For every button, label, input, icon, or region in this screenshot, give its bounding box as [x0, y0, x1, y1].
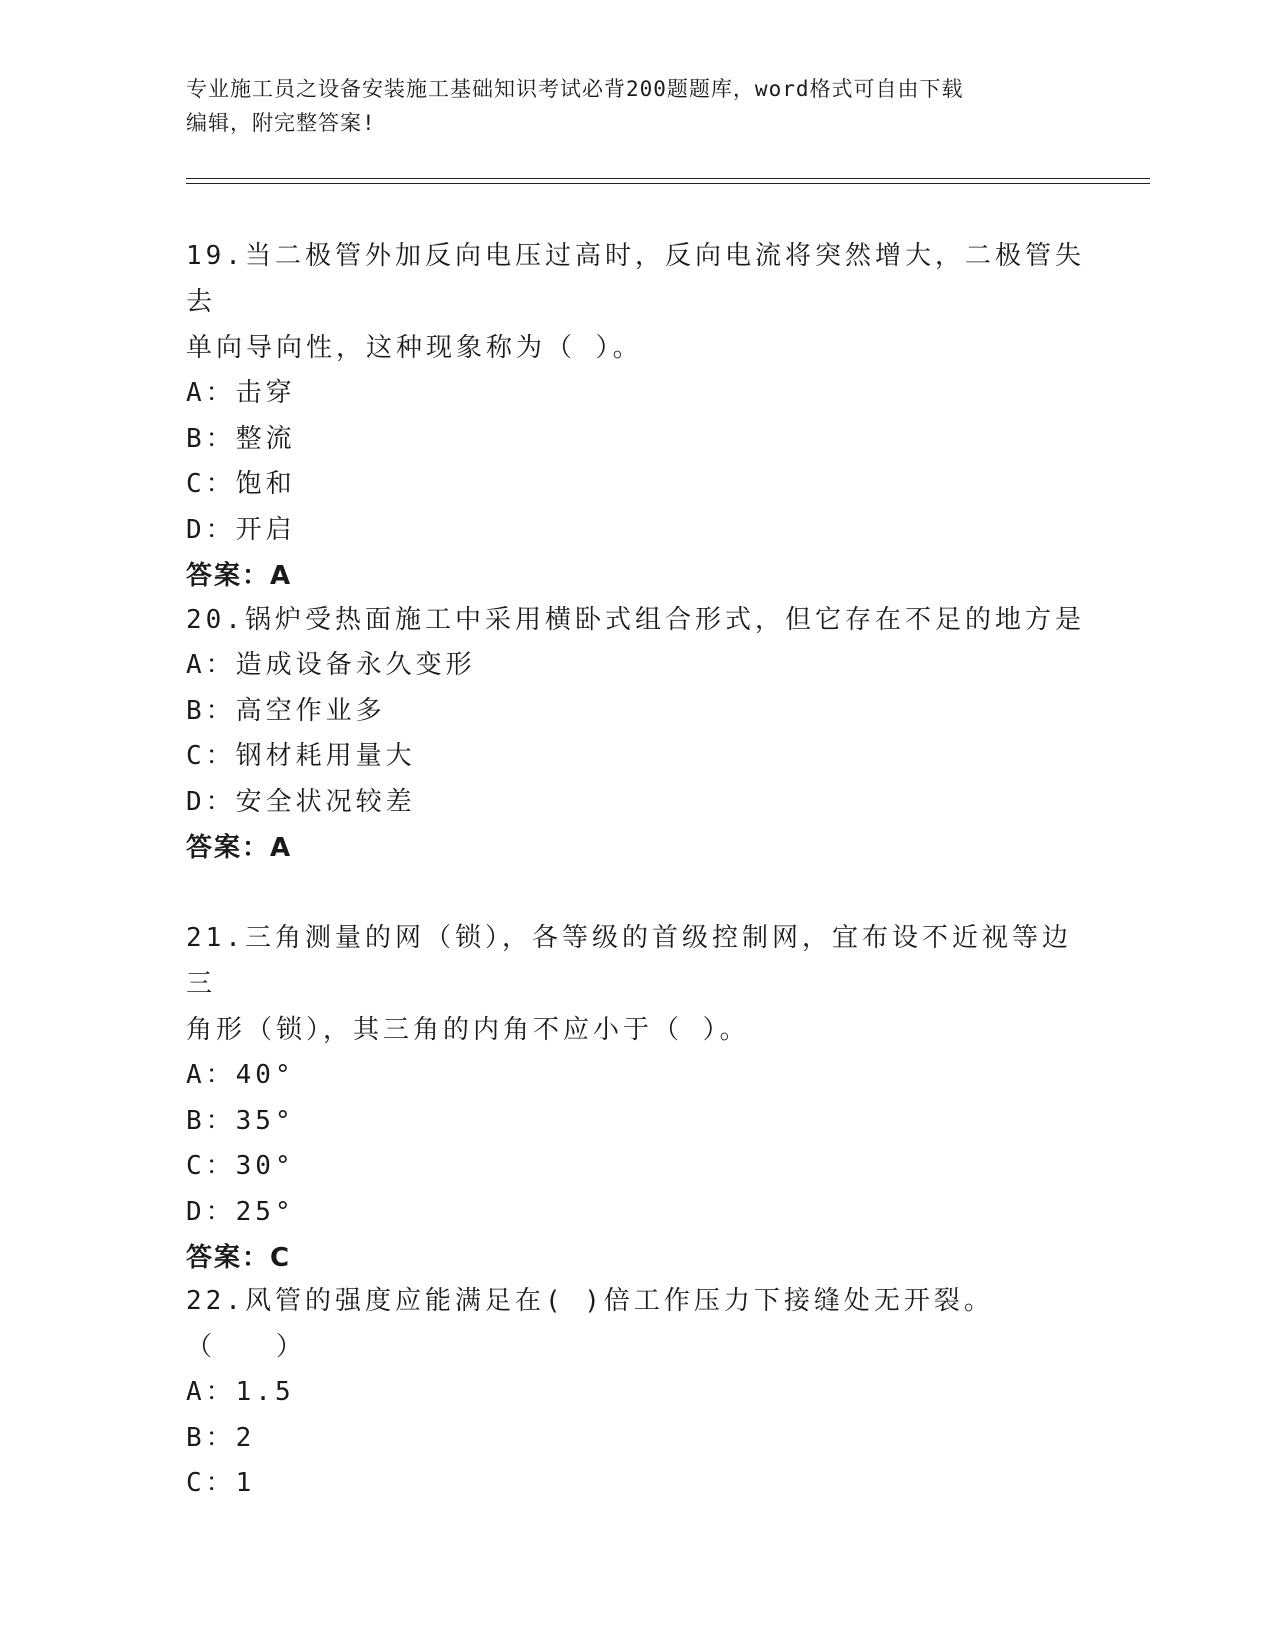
- question-text-line: 21.三角测量的网（锁），各等级的首级控制网，宜布设不近视等边三: [186, 923, 1072, 999]
- option-d: D：安全状况较差: [186, 786, 416, 817]
- answer-line: 答案：C: [186, 1243, 292, 1273]
- question-20: [186, 597, 1086, 871]
- question-22: [186, 1278, 1086, 1507]
- option-b: B：高空作业多: [186, 695, 386, 726]
- option-a: A：1.5: [186, 1377, 295, 1407]
- option-b: B：35°: [186, 1105, 295, 1136]
- answer-line: 答案：A: [186, 833, 293, 863]
- header-divider-bottom: [186, 183, 1150, 184]
- option-b: B：整流: [186, 423, 296, 454]
- option-c: C：30°: [186, 1151, 295, 1181]
- option-b: B：2: [186, 1422, 256, 1453]
- option-c: C：饱和: [186, 469, 296, 499]
- question-text-line: 20.锅炉受热面施工中采用横卧式组合形式，但它存在不足的地方是: [186, 605, 1085, 635]
- header-divider-top: [186, 178, 1150, 179]
- document-header: [186, 72, 1066, 140]
- option-a: A：击穿: [186, 378, 296, 408]
- option-d: D：开启: [186, 514, 296, 545]
- question-19: [186, 233, 1086, 599]
- question-text-line: 单向导向性，这种现象称为（ ）。: [186, 333, 643, 363]
- option-d: D：25°: [186, 1196, 295, 1227]
- option-a: A：造成设备永久变形: [186, 650, 476, 680]
- option-c: C：1: [186, 1468, 256, 1498]
- question-21: [186, 915, 1086, 1281]
- header-line-1: 专业施工员之设备安装施工基础知识考试必背200题题库，word格式可自由下载: [186, 77, 964, 101]
- option-c: C：钢材耗用量大: [186, 741, 416, 771]
- question-text-line: 角形（锁），其三角的内角不应小于（ ）。: [186, 1015, 750, 1045]
- question-text-line: 19.当二极管外加反向电压过高时，反向电流将突然增大，二极管失去: [186, 241, 1085, 317]
- question-text-line: 22.风管的强度应能满足在( )倍工作压力下接缝处无开裂。（ ）: [186, 1286, 994, 1362]
- header-line-2: 编辑，附完整答案!: [186, 111, 376, 135]
- answer-line: 答案：A: [186, 561, 293, 591]
- option-a: A：40°: [186, 1060, 295, 1090]
